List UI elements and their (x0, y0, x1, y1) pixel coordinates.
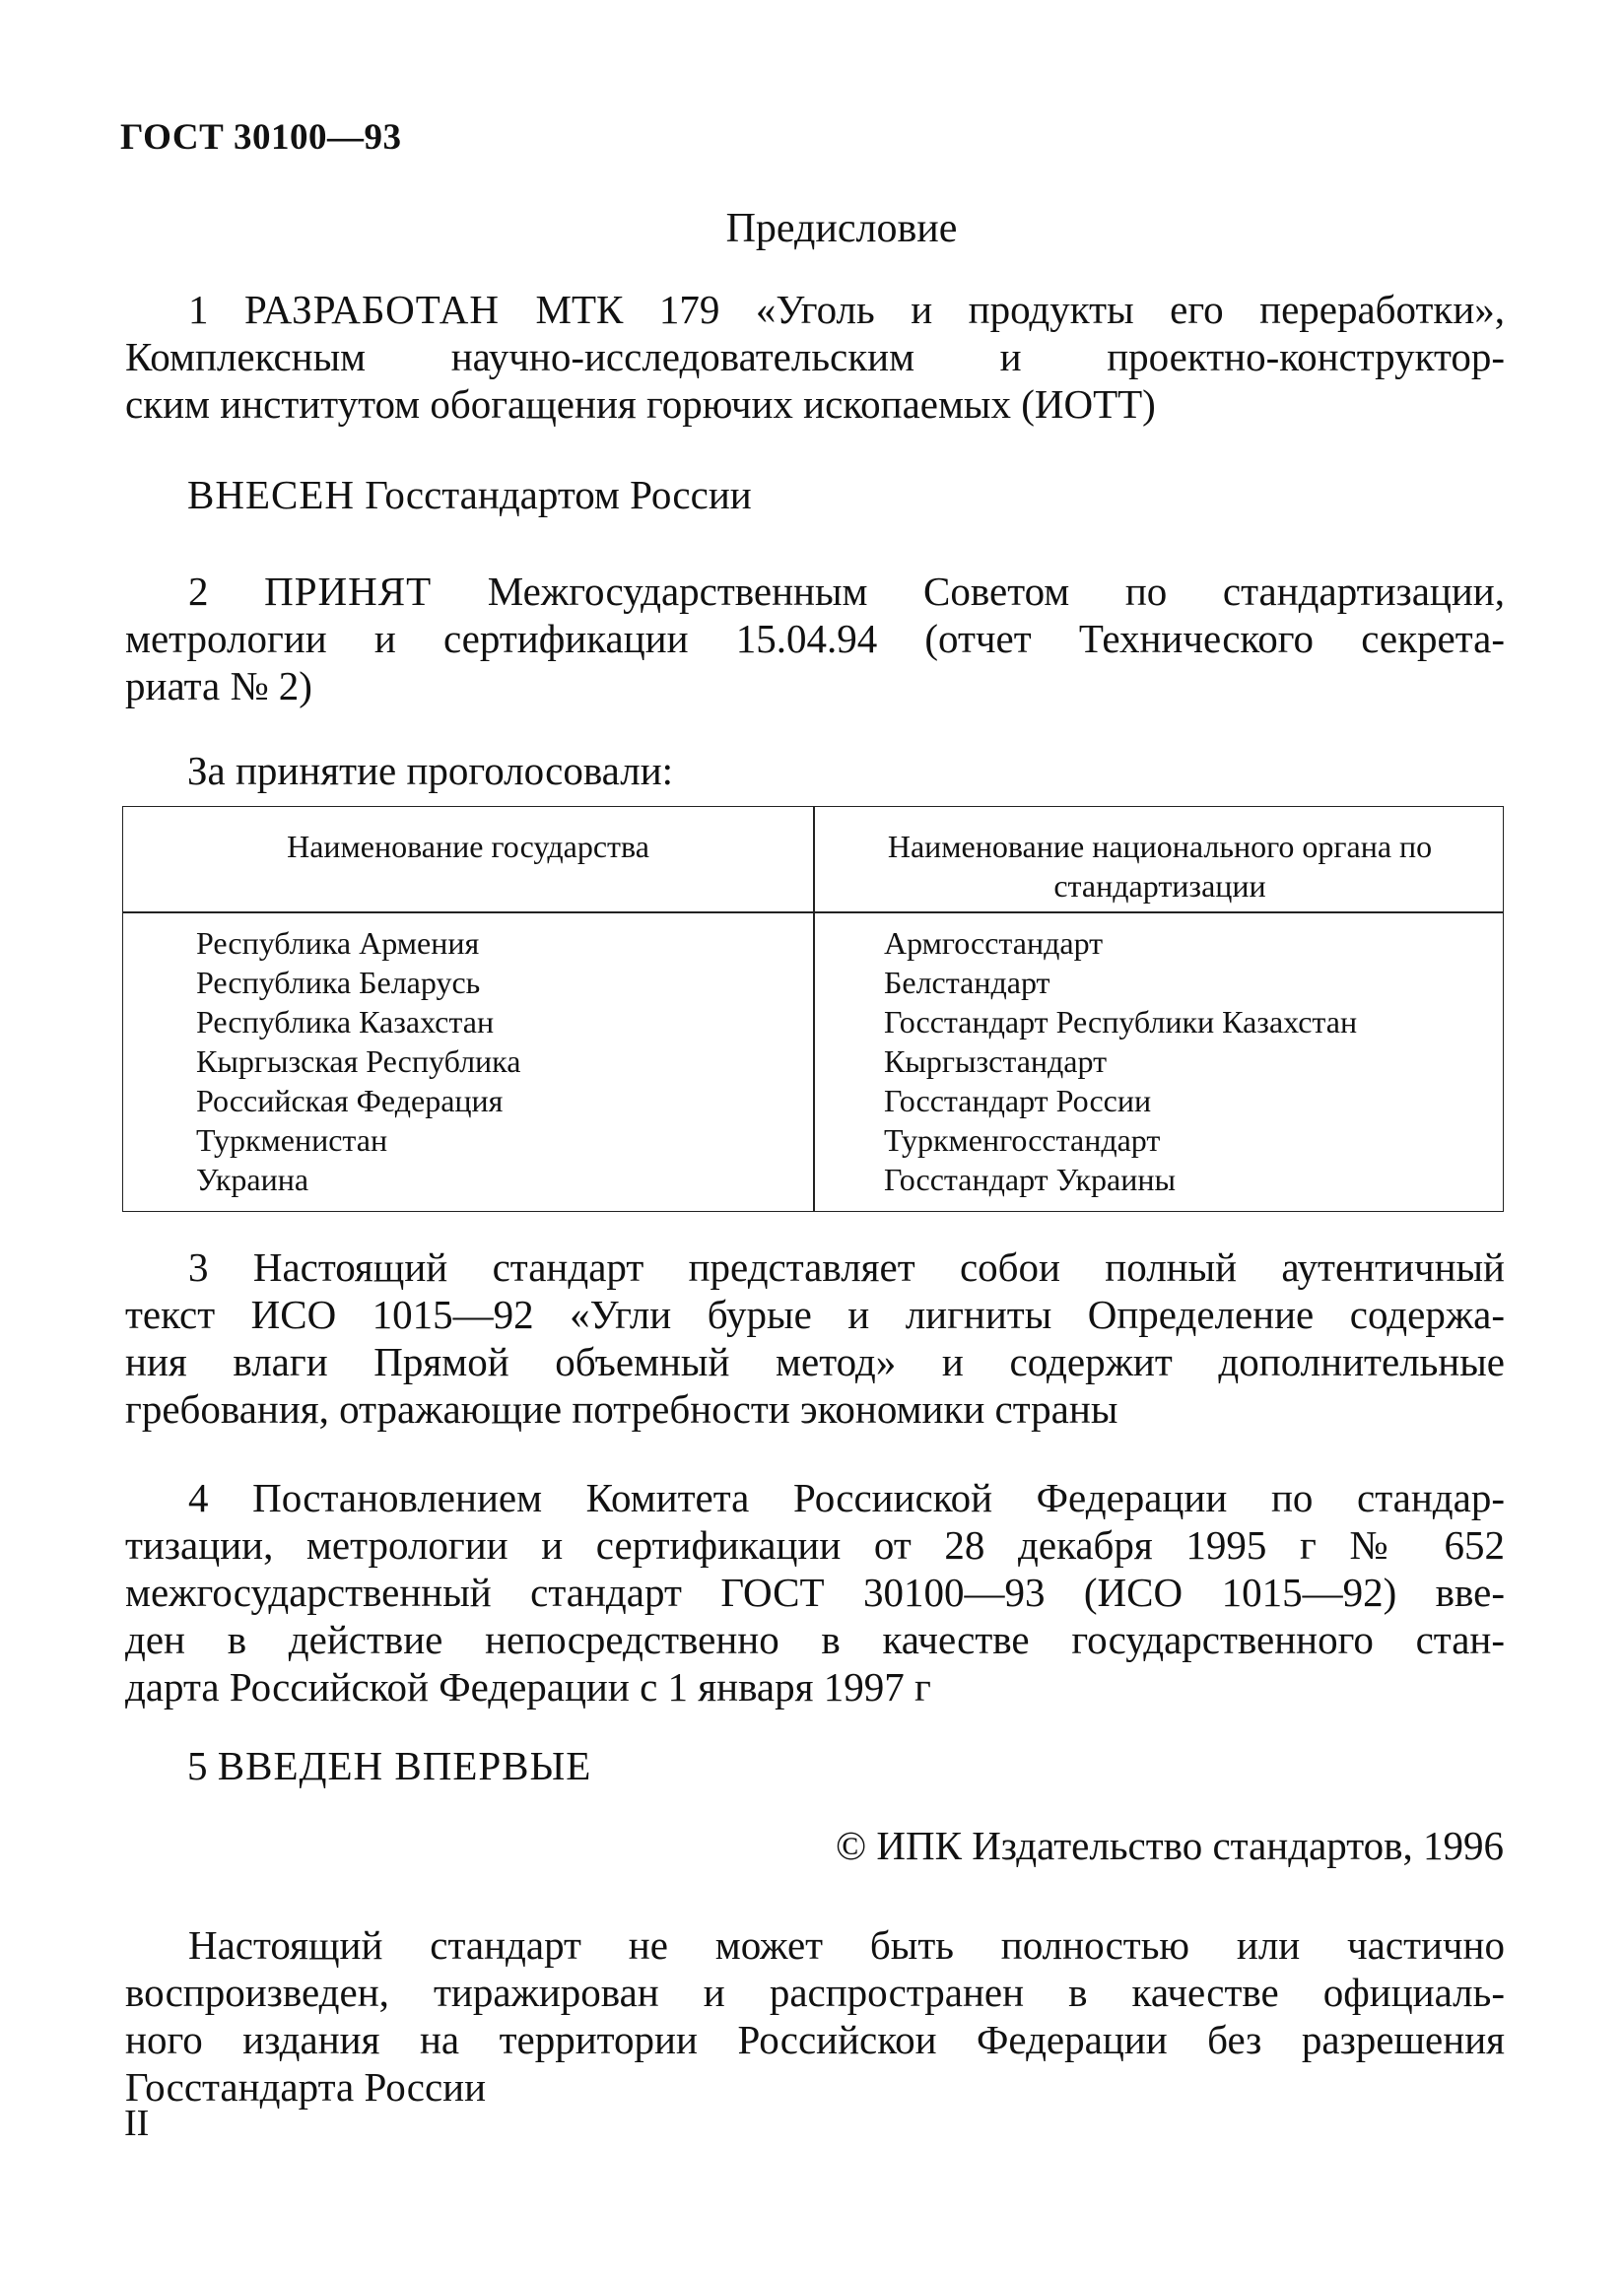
section-2 (125, 568, 1505, 709)
reproduction-notice (125, 1921, 1505, 2111)
section-4-line-4: ден в действие непосредственно в качестве государственного стан- (125, 1617, 1505, 1662)
header-national-body-line-2: стандартизации (1053, 868, 1266, 904)
notice-line-3: ного издания на территории Российскои Федерации без разрешения (125, 2017, 1505, 2062)
votes-table (122, 806, 1504, 1212)
table-cell-state: Украина (196, 1162, 309, 1197)
section-2-line-1: 2 ПРИНЯТ Межгосударственным Советом по стандартизации, (188, 569, 1506, 614)
table-header-divider (123, 911, 1503, 913)
votes-intro: За принятие проголосовали: (187, 748, 674, 793)
section-4-line-3: межгосударственный стандарт ГОСТ 30100—93 (ИСО 1015—92) вве- (125, 1570, 1505, 1615)
section-4-line-1: 4 Постановлением Комитета Россииской Федерации по стандар- (188, 1475, 1505, 1520)
notice-line-1: Настоящий стандарт не может быть полностью или частично (188, 1922, 1505, 1968)
table-cell-state: Республика Армения (196, 925, 480, 961)
section-3-line-1: 3 Настоящий стандарт представляет собои полный аутентичный (188, 1244, 1505, 1290)
section-3-line-3: ния влаги Прямой объемный метод» и содержит дополнительные (125, 1339, 1505, 1384)
section-3-line-2: текст ИСО 1015—92 «Угли бурые и лигниты Определение содержа- (125, 1292, 1505, 1337)
notice-line-2: воспроизведен, тиражирован и распространен в качестве официаль- (125, 1970, 1505, 2015)
section-4-line-2: тизации, метрологии и сертификации от 28 декабря 1995 г № 652 (125, 1522, 1505, 1568)
table-cell-state: Кыргызская Республика (196, 1043, 521, 1079)
table-cell-body: Кыргызстандарт (884, 1043, 1108, 1079)
national-bodies-column (884, 923, 1357, 1199)
section-2-line-2: метрологии и сертификации 15.04.94 (отчет Технического секрета- (125, 616, 1505, 661)
introduced-by: ВНЕСЕН Госстандартом России (187, 472, 752, 517)
section-3 (125, 1243, 1505, 1433)
copyright-notice: © ИПК Издательство стандартов, 1996 (835, 1823, 1504, 1868)
header-national-body-line-1: Наименование национального органа по (887, 829, 1433, 864)
section-2-line-3: риата № 2) (125, 663, 312, 708)
section-3-line-4: гребования, отражающие потребности экономики страны (125, 1386, 1118, 1432)
section-1-line-1: 1 РАЗРАБОТАН МТК 179 «Уголь и продукты его переработки», (188, 287, 1506, 332)
table-cell-body: Белстандарт (884, 965, 1050, 1000)
page-title: Предисловие (725, 206, 958, 251)
section-1-line-3: ским институтом обогащения горючих ископаемых (ИОТТ) (125, 381, 1156, 427)
table-cell-body: Туркменгосстандарт (884, 1122, 1161, 1158)
section-4-line-5: дарта Российской Федерации с 1 января 1997 г (125, 1664, 931, 1710)
table-cell-body: Госстандарт России (884, 1083, 1152, 1118)
header-national-body (815, 827, 1505, 906)
page-number: II (124, 2103, 150, 2144)
header-state: Наименование государства (287, 829, 649, 864)
section-1 (125, 286, 1505, 428)
table-cell-body: Госстандарт Республики Казахстан (884, 1004, 1358, 1040)
section-1-line-2: Комплексным научно-исследовательским и проектно-конструктор- (125, 334, 1505, 379)
table-cell-state: Туркменистан (196, 1122, 388, 1158)
table-cell-state: Российская Федерация (196, 1083, 504, 1118)
states-column (196, 923, 520, 1199)
section-4 (125, 1474, 1505, 1711)
table-cell-state: Республика Казахстан (196, 1004, 495, 1040)
section-5: 5 ВВЕДЕН ВПЕРВЫЕ (187, 1743, 592, 1788)
table-cell-body: Госстандарт Украины (884, 1162, 1176, 1197)
table-cell-body: Армгосстандарт (884, 925, 1104, 961)
standard-code: ГОСТ 30100—93 (120, 117, 402, 158)
notice-line-4: Госстандарта России (125, 2064, 487, 2110)
table-cell-state: Республика Беларусь (196, 965, 481, 1000)
